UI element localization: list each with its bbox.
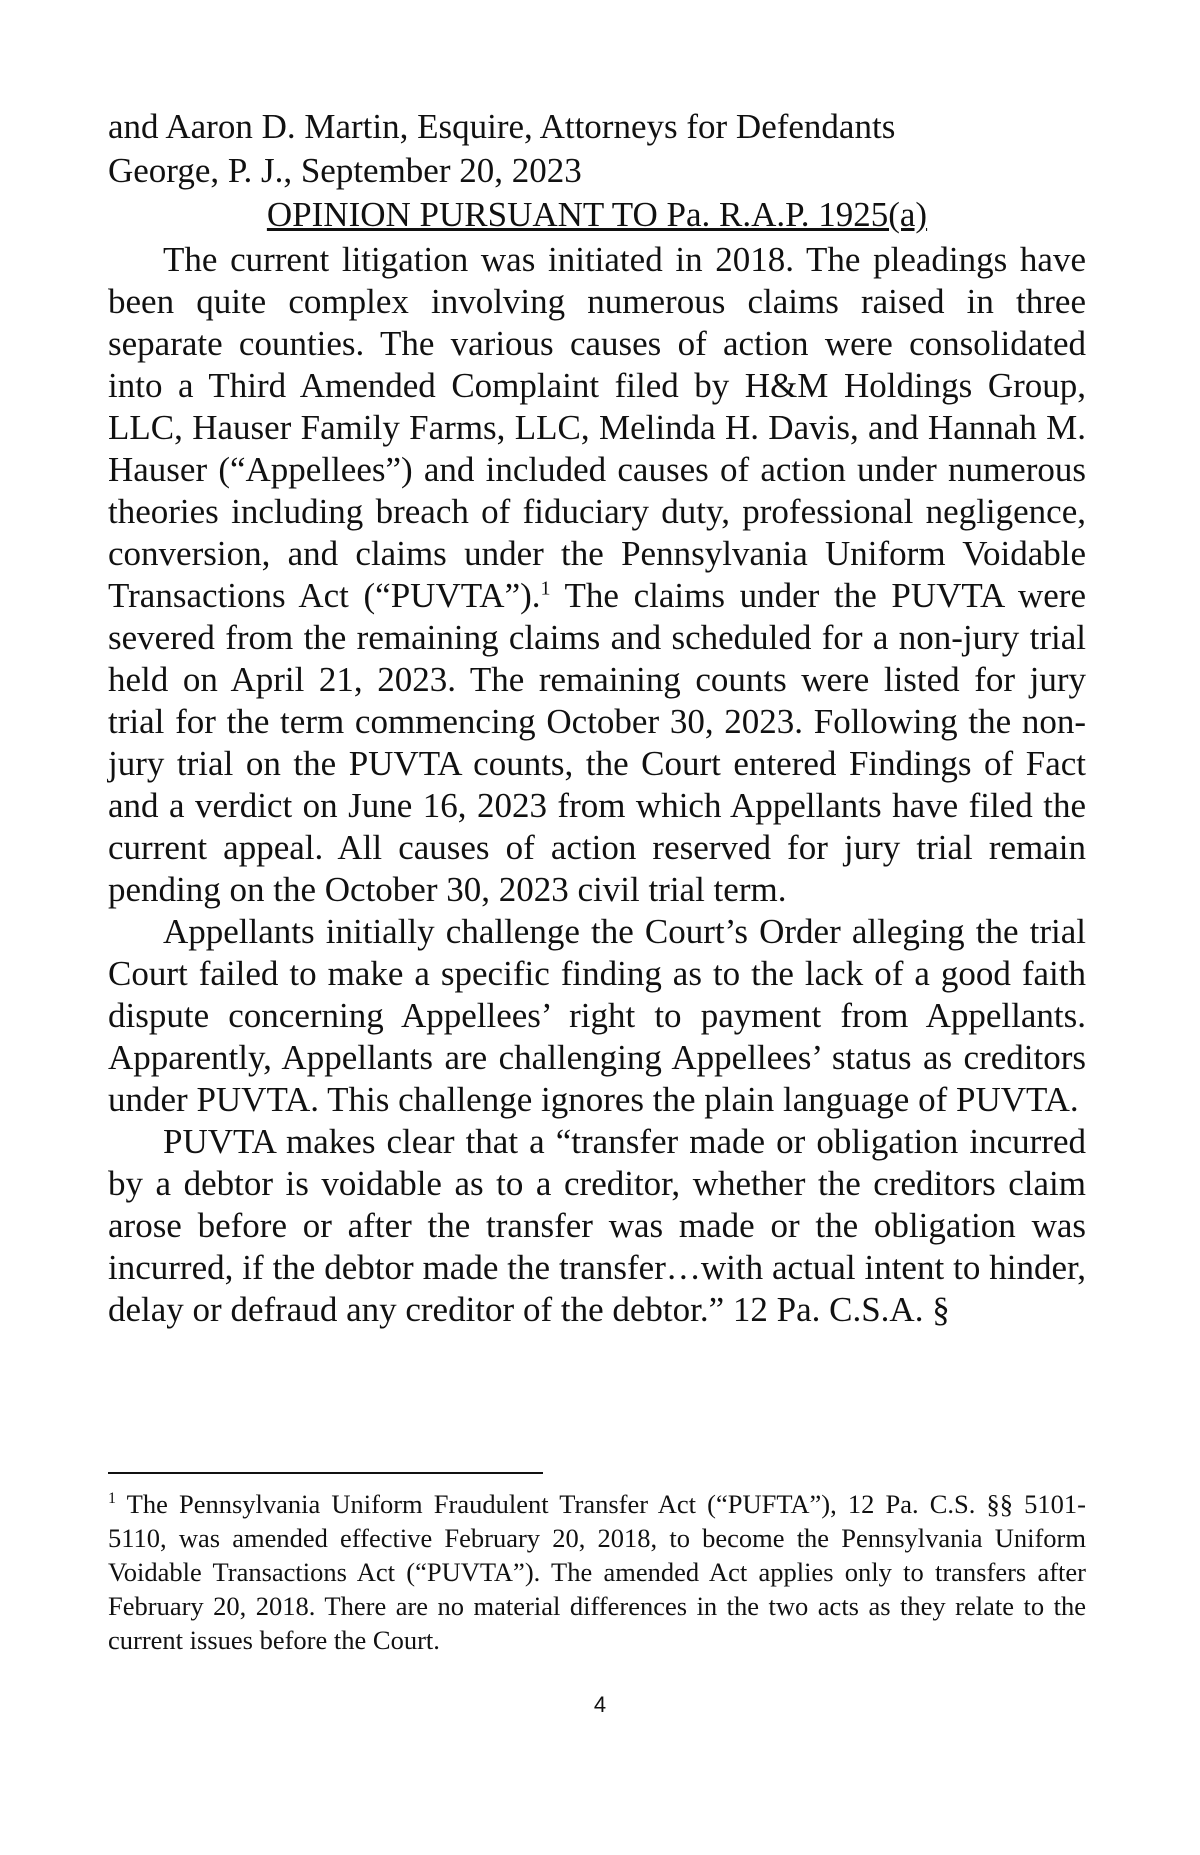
- footnote-mark: 1: [108, 1490, 116, 1508]
- header-line-attorneys: and Aaron D. Martin, Esquire, Attorneys for Defendants: [108, 107, 896, 146]
- footnote-reference: 1: [540, 577, 551, 600]
- page-number: 4: [593, 1692, 607, 1717]
- paragraph-2: Appellants initially challenge the Court’s Order alleging the trial Court failed to make a specific finding as to the lack of a good faith dispute concerning Appellees’ right to payment from Appellants. Apparently, Appellants are challenging Appellees’ status as creditors under PUVTA. This challenge ignores the plain language of PUVTA.: [108, 912, 1086, 1119]
- paragraph-1-text-b: The claims under the PUVTA were severed from the remaining claims and scheduled for a non-jury trial held on April 21, 2023. The remaining counts were listed for jury trial for the term commencing October 30, 2023. Following the non-jury trial on the PUVTA counts, the Court entered Findings of Fact and a verdict on June 16, 2023 from which Appellants have filed the current appeal. All causes of action reserved for jury trial remain pending on the October 30, 2023 civil trial term.: [108, 576, 1086, 909]
- footnote-divider: [108, 1472, 543, 1474]
- header-line-judge-date: George, P. J., September 20, 2023: [108, 151, 582, 190]
- page-body: [108, 105, 1086, 1331]
- paragraph-3: PUVTA makes clear that a “transfer made or obligation incurred by a debtor is voidable as to a creditor, whether the creditors claim arose before or after the transfer was made or the obligation was incurred, if the debtor made the transfer…with actual intent to hinder, delay or defraud any creditor of the debtor.” 12 Pa. C.S.A. §: [108, 1122, 1086, 1329]
- paragraph-1: [108, 239, 1086, 911]
- opinion-heading: OPINION PURSUANT TO Pa. R.A.P. 1925(a): [266, 195, 928, 234]
- paragraph-1-text-a: The current litigation was initiated in 2018. The pleadings have been quite complex involving numerous claims raised in three separate counties. The various causes of action were consolidated into a Third Amended Complaint filed by H&M Holdings Group, LLC, Hauser Family Farms, LLC, Melinda H. Davis, and Hannah M. Hauser (“Appellees”) and included causes of action under numerous theories including breach of fiduciary duty, professional negligence, conversion, and claims under the Pennsylvania Uniform Voidable Transactions Act (“PUVTA”).: [108, 240, 1086, 615]
- footnote: [108, 1487, 1086, 1657]
- footnote-text: The Pennsylvania Uniform Fraudulent Transfer Act (“PUFTA”), 12 Pa. C.S. §§ 5101-5110, was amended effective February 20, 2018, to become the Pennsylvania Uniform Voidable Transactions Act (“PUVTA”). The amended Act applies only to transfers after February 20, 2018. There are no material differences in the two acts as they relate to the current issues before the Court.: [108, 1489, 1086, 1655]
